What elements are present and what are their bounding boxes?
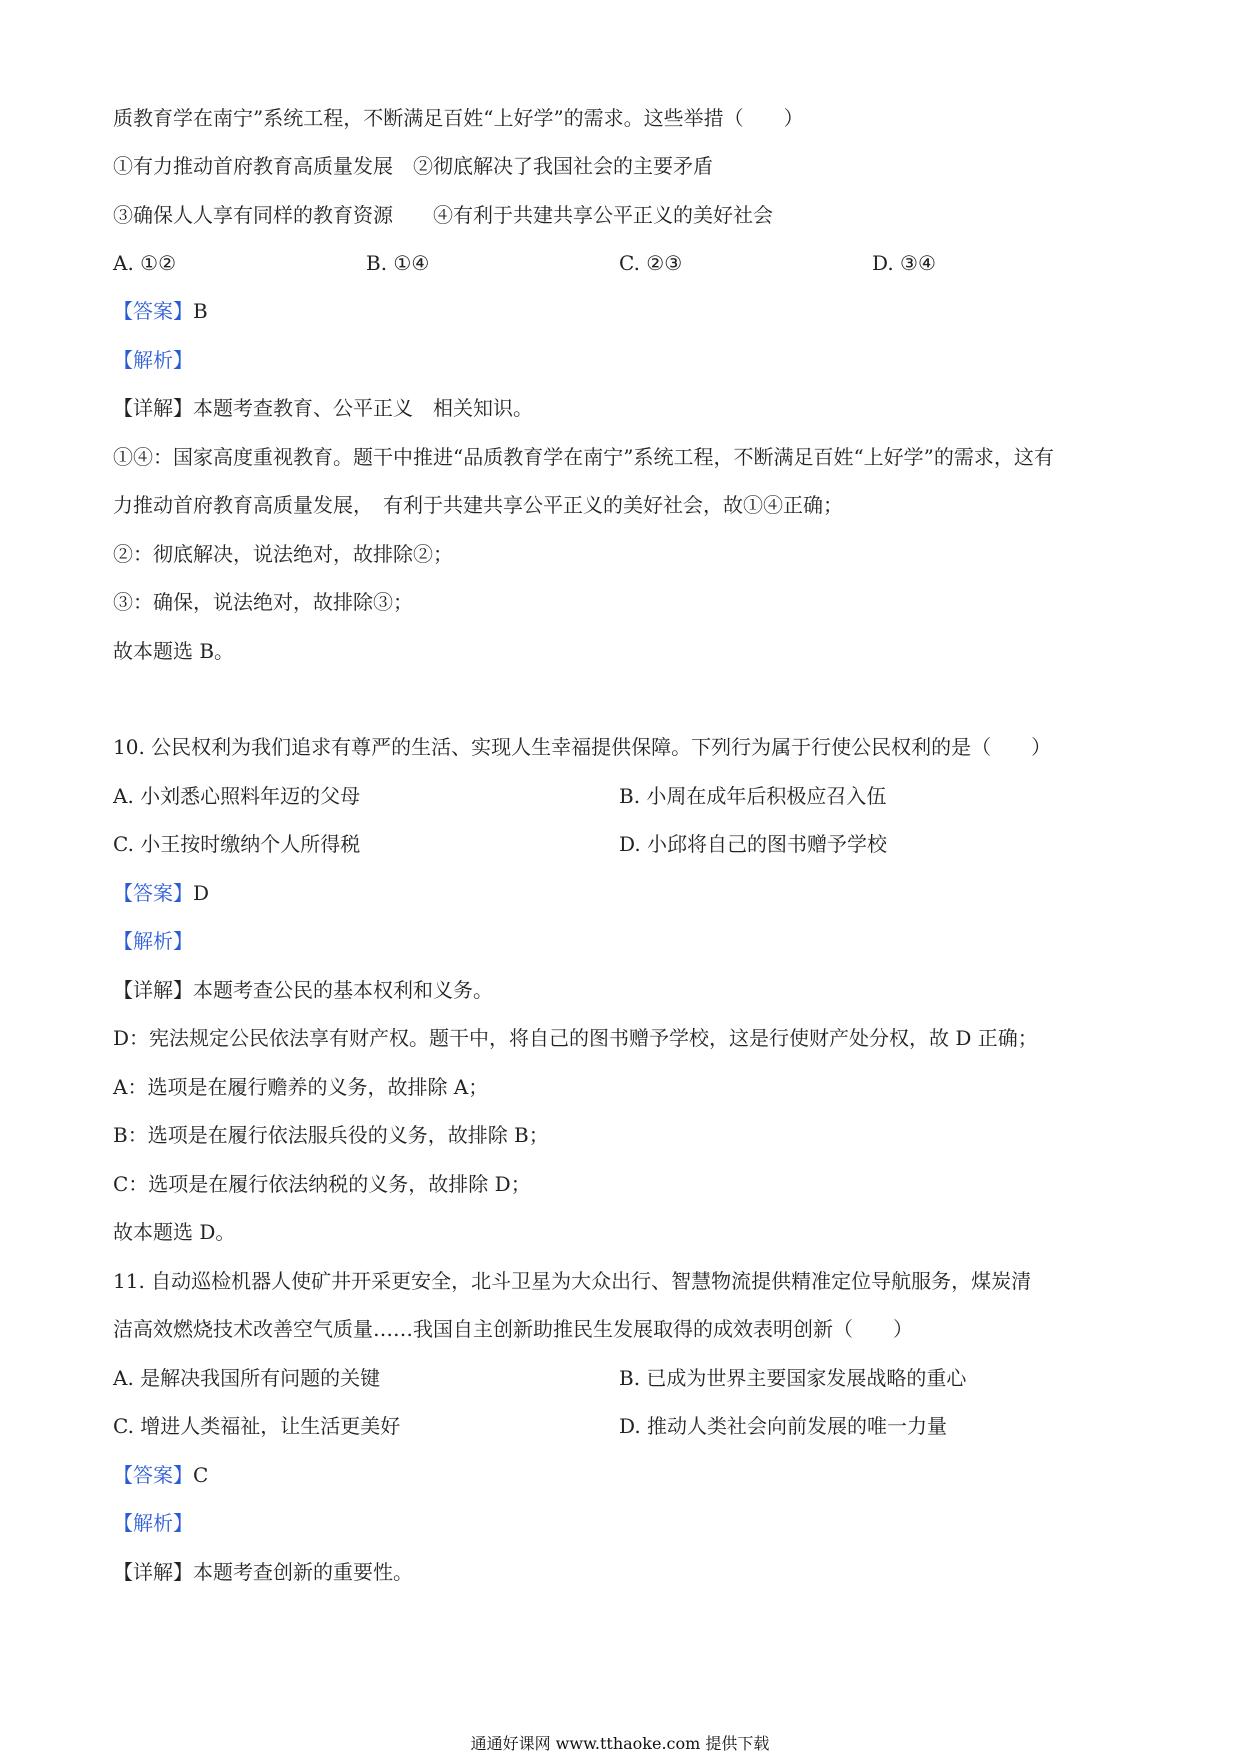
q10-explain-line: C：选项是在履行依法纳税的义务，故排除 D； [113, 1172, 531, 1196]
q10-option-b: B. 小周在成年后积极应召入伍 [619, 784, 887, 808]
q9-explain-line: ②：彻底解决，说法绝对，故排除②； [113, 542, 453, 566]
q11-option-b: B. 已成为世界主要国家发展战略的重心 [619, 1366, 967, 1390]
q9-statement-1-2: ①有力推动首府教育高质量发展 ②彻底解决了我国社会的主要矛盾 [113, 154, 713, 178]
detail-text: 本题考查教育、公平正义 相关知识。 [193, 396, 533, 420]
q10-option-c: C. 小王按时缴纳个人所得税 [113, 832, 361, 856]
q9-explain-line: ①④：国家高度重视教育。题干中推进“品质教育学在南宁”系统工程，不断满足百姓“上好学”的需求，这有 [113, 445, 1054, 469]
detail-label: 【详解】 [113, 978, 193, 1002]
q9-explain-line: 力推动首府教育高质量发展， 有利于共建共享公平正义的美好社会，故①④正确； [113, 493, 843, 517]
q10-conclusion: 故本题选 D。 [113, 1220, 236, 1244]
detail-text: 本题考查公民的基本权利和义务。 [193, 978, 493, 1002]
answer-label: 【答案】 [113, 881, 193, 905]
q11-stem-line-1: 11. 自动巡检机器人使矿井开采更安全，北斗卫星为大众出行、智慧物流提供精准定位导航服务，煤炭清 [113, 1269, 1032, 1293]
q11-option-d: D. 推动人类社会向前发展的唯一力量 [619, 1414, 948, 1438]
q11-stem-line-2: 洁高效燃烧技术改善空气质量……我国自主创新助推民生发展取得的成效表明创新（ ） [113, 1317, 913, 1341]
q9-option-c: C. ②③ [619, 251, 683, 275]
q10-explain-line: A：选项是在履行赡养的义务，故排除 A； [113, 1075, 489, 1099]
q9-explain-line: ③：确保，说法绝对，故排除③； [113, 590, 413, 614]
q10-answer [113, 880, 209, 906]
q9-conclusion: 故本题选 B。 [113, 639, 235, 663]
q9-analysis-label: 【解析】 [113, 348, 193, 372]
q11-detail [113, 1559, 413, 1585]
q9-stem-tail: 质教育学在南宁”系统工程，不断满足百姓“上好学”的需求。这些举措（ ） [113, 106, 804, 130]
q9-detail [113, 395, 533, 421]
detail-text: 本题考查创新的重要性。 [193, 1560, 413, 1584]
q10-analysis-label: 【解析】 [113, 929, 193, 953]
answer-label: 【答案】 [113, 1463, 193, 1487]
q11-option-c: C. 增进人类福祉，让生活更美好 [113, 1414, 401, 1438]
q9-option-b: B. ①④ [366, 251, 430, 275]
footer-watermark: 通通好课网 www.tthaoke.com 提供下载 [470, 1734, 770, 1753]
q9-option-a: A. ①② [113, 251, 177, 275]
detail-label: 【详解】 [113, 1560, 193, 1584]
q9-option-d: D. ③④ [872, 251, 936, 275]
q10-option-d: D. 小邱将自己的图书赠予学校 [619, 832, 888, 856]
detail-label: 【详解】 [113, 396, 193, 420]
q11-analysis-label: 【解析】 [113, 1511, 193, 1535]
answer-value: D [193, 881, 210, 905]
q11-option-a: A. 是解决我国所有问题的关键 [113, 1366, 381, 1390]
q10-option-a: A. 小刘悉心照料年迈的父母 [113, 784, 361, 808]
answer-value: B [193, 299, 208, 323]
q10-explain-line: D：宪法规定公民依法享有财产权。题干中，将自己的图书赠予学校，这是行使财产处分权，故 D 正确； [113, 1026, 1038, 1050]
q10-detail [113, 977, 493, 1003]
q10-explain-line: B：选项是在履行依法服兵役的义务，故排除 B； [113, 1123, 549, 1147]
answer-value: C [193, 1463, 209, 1487]
q9-statement-3-4: ③确保人人享有同样的教育资源 ④有利于共建共享公平正义的美好社会 [113, 203, 773, 227]
q10-stem: 10. 公民权利为我们追求有尊严的生活、实现人生幸福提供保障。下列行为属于行使公民权利的是（ ） [113, 735, 1052, 759]
q9-answer [113, 298, 208, 324]
answer-label: 【答案】 [113, 299, 193, 323]
q11-answer [113, 1462, 208, 1488]
